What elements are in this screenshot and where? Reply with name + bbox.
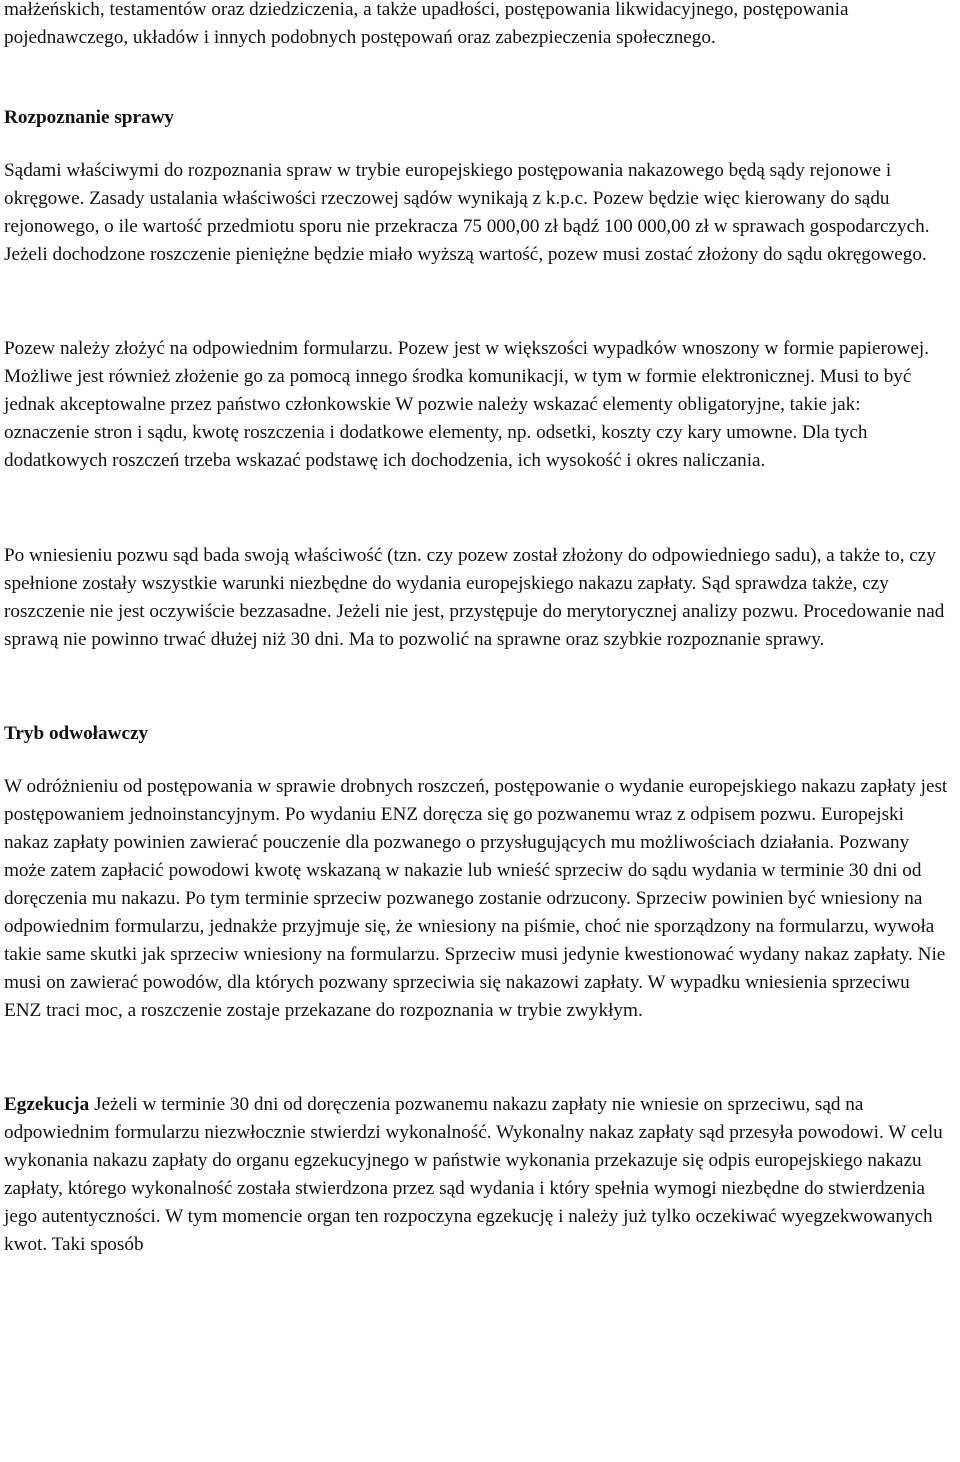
egzekucja-text: Jeżeli w terminie 30 dni od doręczenia pozwanemu nakazu zapłaty nie wniesie on sprzeciwu, sąd na odpowiednim formularzu niezwłocznie stwierdzi wykonalność. Wykonalny nakaz zapłaty sąd przesyła powodowi. W celu wykonania nakazu zapłaty do organu egzekucyjnego w państwie wykonania przekazuje się odpis europejskiego nakazu zapłaty, którego wykonalność została stwierdzona przez sąd wydania i który spełnia wymogi niezbędne do stwierdzenia jego autentyczności. W tym momencie organ ten rozpoczyna egzekucję i należy już tylko oczekiwać wyegzekwowanych kwot. Taki sposób [4, 1094, 943, 1255]
paragraph-formularz: Pozew należy złożyć na odpowiednim formularzu. Pozew jest w większości wypadków wnoszony w formie papierowej. Możliwe jest również złożenie go za pomocą innego środka komunikacji, w tym w formie elektronicznej. Musi to być jednak akceptowalne przez państwo członkowskie W pozwie należy wskazać elementy obligatoryjne, takie jak: oznaczenie stron i sądu, kwotę roszczenia i dodatkowe elementy, np. odsetki, koszty czy kary umowne. Dla tych dodatkowych roszczeń trzeba wskazać podstawę ich dochodzenia, ich wysokość i okres naliczania. [4, 338, 930, 471]
inline-heading-egzekucja: Egzekucja [4, 1094, 90, 1115]
intro-paragraph: małżeńskich, testamentów oraz dziedziczenia, a także upadłości, postępowania likwidacyjnego, postępowania pojednawczego, układów i innych podobnych postępowań oraz zabezpieczenia społecznego. [4, 0, 849, 48]
paragraph-tryb: W odróżnieniu od postępowania w sprawie drobnych roszczeń, postępowanie o wydanie europejskiego nakazu zapłaty jest postępowaniem jednoinstancyjnym. Po wydaniu ENZ doręcza się go pozwanemu wraz z odpisem pozwu. Europejski nakaz zapłaty powinien zawierać pouczenie dla pozwanego o przysługujących mu możliwościach działania. Pozwany może zatem zapłacić powodowi kwotę wskazaną w nakazie lub wnieść sprzeciw do sądu wydania w terminie 30 dni od doręczenia mu nakazu. Po tym terminie sprzeciw pozwanego zostanie odrzucony. Sprzeciw powinien być wniesiony na odpowiednim formularzu, jednakże przyjmuje się, że wniesiony na piśmie, choć nie sporządzony na formularzu, wywoła takie same skutki jak sprzeciw wniesiony na formularzu. Sprzeciw musi jedynie kwestionować wydany nakaz zapłaty. Nie musi on zawierać powodów, dla których pozwany sprzeciwia się nakazowi zapłaty. W wypadku wniesienia sprzeciwu ENZ traci moc, a roszczenie zostaje przekazane do rozpoznania w trybie zwykłym. [4, 776, 948, 1021]
heading-rozpoznanie-sprawy: Rozpoznanie sprawy [4, 107, 175, 128]
paragraph-rozpoznanie: Sądami właściwymi do rozpoznania spraw w trybie europejskiego postępowania nakazowego będą sądy rejonowe i okręgowe. Zasady ustalania właściwości rzeczowej sądów wynikają z k.p.c. Pozew będzie więc kierowany do sądu rejonowego, o ile wartość przedmiotu sporu nie przekracza 75 000,00 zł bądź 100 000,00 zł w sprawach gospodarczych. Jeżeli dochodzone roszczenie pieniężne będzie miało wyższą wartość, pozew musi zostać złożony do sądu okręgowego. [4, 160, 930, 265]
heading-tryb-odwolawczy: Tryb odwoławczy [4, 723, 149, 744]
paragraph-egzekucja [4, 1091, 948, 1259]
paragraph-wniesienie: Po wniesieniu pozwu sąd bada swoją właściwość (tzn. czy pozew został złożony do odpowiedniego sadu), a także to, czy spełnione zostały wszystkie warunki niezbędne do wydania europejskiego nakazu zapłaty. Sąd sprawdza także, czy roszczenie nie jest oczywiście bezzasadne. Jeżeli nie jest, przystępuje do merytorycznej analizy pozwu. Procedowanie nad sprawą nie powinno trwać dłużej niż 30 dni. Ma to pozwolić na sprawne oraz szybkie rozpoznanie sprawy. [4, 545, 945, 650]
